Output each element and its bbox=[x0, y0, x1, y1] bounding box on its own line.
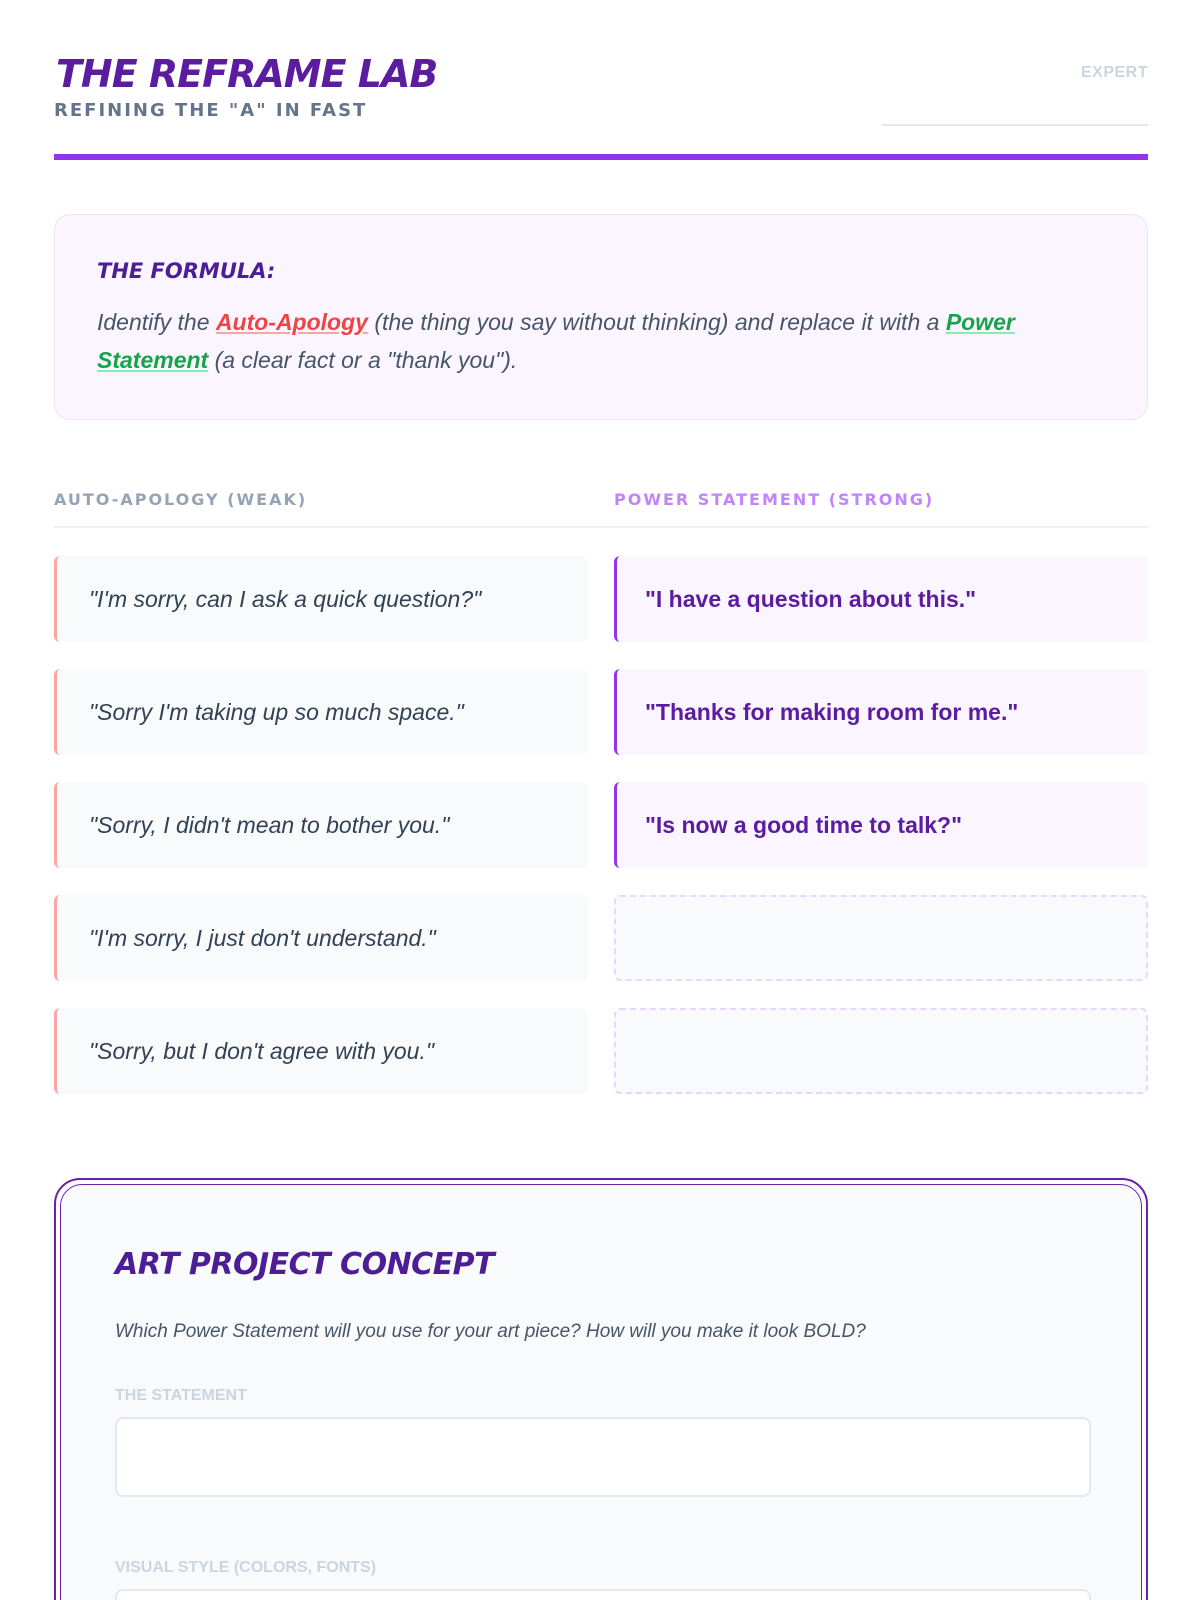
power-statement-cell: "Thanks for making room for me." bbox=[614, 669, 1148, 755]
reframe-row bbox=[54, 1008, 1148, 1094]
formula-text-part: (the thing you say without thinking) and replace it with a bbox=[367, 309, 946, 335]
power-statement-blank[interactable] bbox=[614, 895, 1148, 981]
strong-column-header: POWER STATEMENT (STRONG) bbox=[614, 490, 935, 509]
power-statement-cell: "Is now a good time to talk?" bbox=[614, 782, 1148, 868]
power-statement-blank[interactable] bbox=[614, 1008, 1148, 1094]
statement-field-label: THE STATEMENT bbox=[115, 1387, 247, 1404]
auto-apology-cell: "Sorry, but I don't agree with you." bbox=[54, 1008, 588, 1094]
expert-signature-line[interactable] bbox=[882, 124, 1148, 126]
art-project-card bbox=[54, 1178, 1148, 1600]
reframe-row bbox=[54, 556, 1148, 642]
formula-text bbox=[97, 303, 1107, 379]
formula-text-part: Identify the bbox=[97, 309, 216, 335]
column-header-divider bbox=[54, 526, 1148, 528]
visual-style-field[interactable] bbox=[115, 1589, 1091, 1600]
auto-apology-cell: "Sorry, I didn't mean to bother you." bbox=[54, 782, 588, 868]
weak-column-header: AUTO-APOLOGY (WEAK) bbox=[54, 490, 308, 509]
formula-text-part: (a clear fact or a "thank you"). bbox=[208, 347, 518, 373]
art-project-title: ART PROJECT CONCEPT bbox=[115, 1247, 495, 1282]
expert-label: EXPERT bbox=[1080, 64, 1148, 81]
auto-apology-cell: "I'm sorry, I just don't understand." bbox=[54, 895, 588, 981]
header-divider bbox=[54, 154, 1148, 160]
formula-box bbox=[54, 214, 1148, 420]
reframe-row bbox=[54, 782, 1148, 868]
visual-style-field-label: VISUAL STYLE (COLORS, FONTS) bbox=[115, 1559, 377, 1576]
page-header bbox=[54, 52, 1148, 162]
auto-apology-cell: "I'm sorry, can I ask a quick question?" bbox=[54, 556, 588, 642]
statement-field[interactable] bbox=[115, 1417, 1091, 1497]
auto-apology-cell: "Sorry I'm taking up so much space." bbox=[54, 669, 588, 755]
page-title: THE REFRAME LAB bbox=[56, 52, 438, 96]
auto-apology-term: Auto-Apology bbox=[215, 309, 368, 335]
page-subtitle: REFINING THE "A" IN FAST bbox=[54, 100, 368, 121]
power-statement-term: Power Statement bbox=[97, 309, 1015, 373]
art-project-prompt: Which Power Statement will you use for your art piece? How will you make it look BOLD? bbox=[115, 1321, 866, 1342]
reframe-row bbox=[54, 895, 1148, 981]
reframe-row bbox=[54, 669, 1148, 755]
power-statement-cell: "I have a question about this." bbox=[614, 556, 1148, 642]
formula-heading: THE FORMULA: bbox=[97, 259, 276, 283]
art-project-inner-frame bbox=[60, 1184, 1142, 1600]
